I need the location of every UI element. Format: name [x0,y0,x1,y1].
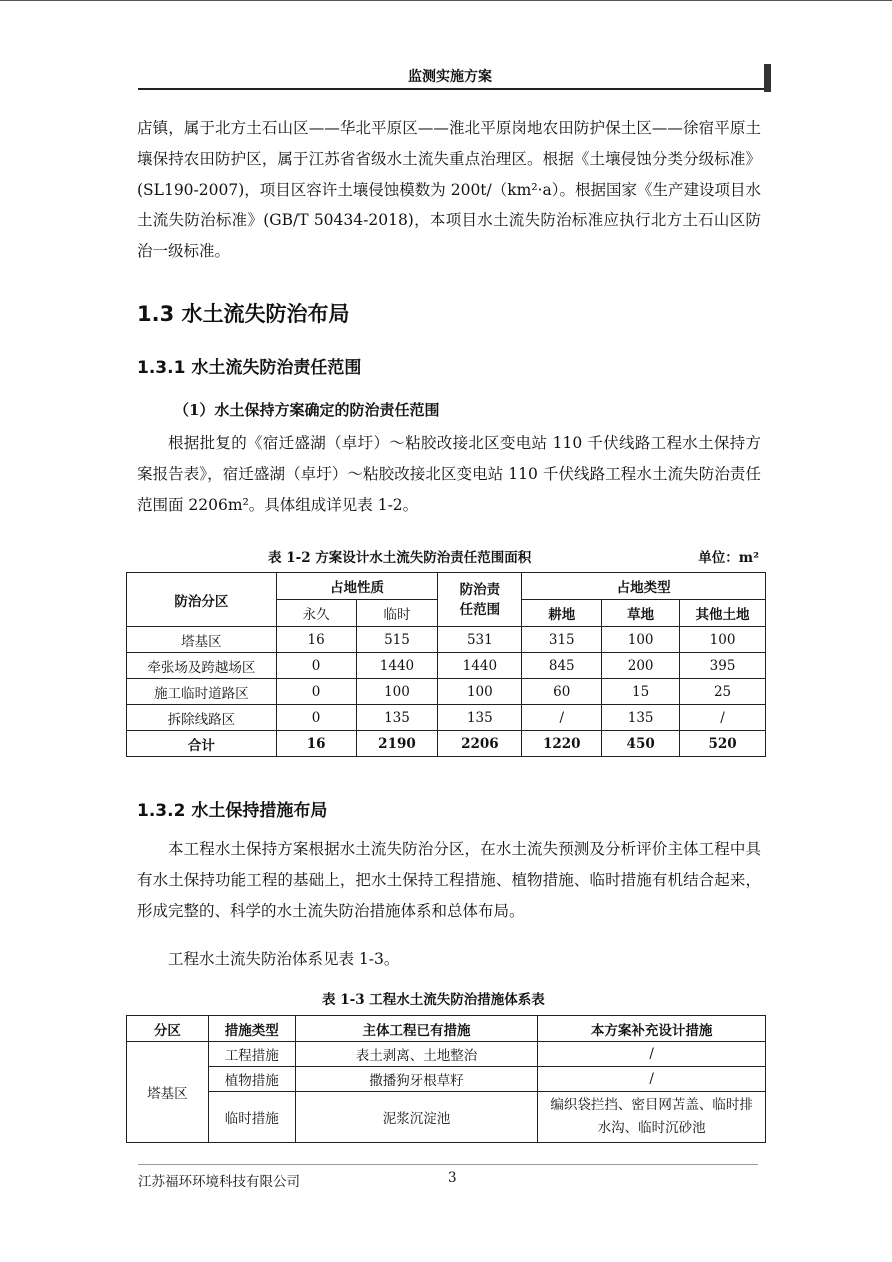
table-row [127,653,766,679]
footer-company: 江苏福环环境科技有限公司 [138,1174,300,1190]
cell: 1440 [356,653,438,679]
cell: 0 [276,653,356,679]
cell: 845 [522,653,602,679]
th-type: 占地类型 [522,573,766,600]
cell: 25 [680,679,766,705]
cell: 520 [680,731,766,757]
table-1-2 [126,572,766,757]
cell: 1440 [438,653,522,679]
cell: 2206 [438,731,522,757]
cell: 施工临时道路区 [127,679,277,705]
cell: 135 [356,705,438,731]
cell: 2190 [356,731,438,757]
paragraph-intro: 店镇，属于北方土石山区——华北平原区——淮北平原岗地农田防护保土区——徐宿平原土壤保持农田防护区，属于江苏省省级水土流失重点治理区。根据《土壤侵蚀分类分级标准》(SL190-2007)，项目区容许土壤侵蚀模数为 200t/（km²·a）。根据国家《生产建设项目水土流失防治标准》(GB/T 50434-2018)，本项目水土流失防治标准应执行北方土石山区防治一级标准。 [137,119,761,261]
cell: 100 [356,679,438,705]
cell: 牵张场及跨越场区 [127,653,277,679]
table-1-2-caption: 表 1-2 方案设计水土流失防治责任范围面积 [268,550,532,566]
table-row [127,1092,766,1143]
th-temporary: 临时 [356,600,438,627]
cell: / [680,705,766,731]
table-1-2-unit: 单位：m² [698,550,759,566]
th-occupy: 占地性质 [276,573,438,600]
cell: 合计 [127,731,277,757]
cell: / [538,1042,766,1067]
header-rule [138,88,766,90]
cell: 16 [276,627,356,653]
th-zone: 分区 [127,1016,209,1042]
th-scope: 防治责任范围 [438,573,522,627]
cell: / [522,705,602,731]
th-permanent: 永久 [276,600,356,627]
th-main-measures: 主体工程已有措施 [295,1016,538,1042]
table-total-row [127,731,766,757]
th-other-land: 其他土地 [680,600,766,627]
cell: 531 [438,627,522,653]
cell: 拆除线路区 [127,705,277,731]
section-heading-1-3: 1.3 水土流失防治布局 [137,302,350,326]
cell: 135 [438,705,522,731]
cell: 100 [438,679,522,705]
paragraph-ref-table: 工程水土流失防治体系见表 1-3。 [168,950,400,968]
th-farmland: 耕地 [522,600,602,627]
cell: 450 [602,731,680,757]
paragraph-measures: 本工程水土保持方案根据水土流失防治分区，在水土流失预测及分析评价主体工程中具有水土保持功能工程的基础上，把水土保持工程措施、植物措施、临时措施有机结合起来，形成完整的、科学的水土流失防治措施体系和总体布局。 [137,840,761,920]
cell: 16 [276,731,356,757]
table-row [127,1067,766,1092]
cell: 60 [522,679,602,705]
cell: 15 [602,679,680,705]
table-row [127,705,766,731]
header-bar [764,64,771,92]
table-row [127,679,766,705]
th-grassland: 草地 [602,600,680,627]
cell: 100 [680,627,766,653]
cell: 315 [522,627,602,653]
section-heading-1-3-1: 1.3.1 水土流失防治责任范围 [137,358,362,378]
cell: 植物措施 [208,1067,295,1092]
table-1-3-caption: 表 1-3 工程水土流失防治措施体系表 [322,992,545,1008]
cell: 撒播狗牙根草籽 [295,1067,538,1092]
th-zone: 防治分区 [127,573,277,627]
cell: 515 [356,627,438,653]
cell: 100 [602,627,680,653]
cell: / [538,1067,766,1092]
table-row [127,627,766,653]
page-number: 3 [448,1170,457,1186]
cell: 泥浆沉淀池 [295,1092,538,1143]
cell: 200 [602,653,680,679]
paragraph-scope: 根据批复的《宿迁盛湖（卓圩）～粘胶改接北区变电站 110 千伏线路工程水土保持方案报告表》，宿迁盛湖（卓圩）～粘胶改接北区变电站 110 千伏线路工程水土流失防治责任范围面 2206m²。具体组成详见表 1-2。 [137,434,761,514]
cell: 0 [276,679,356,705]
cell: 135 [602,705,680,731]
th-supplement-measures: 本方案补充设计措施 [538,1016,766,1042]
subsection-heading-1: （1）水土保持方案确定的防治责任范围 [174,401,440,419]
cell: 塔基区 [127,627,277,653]
cell: 表土剥离、土地整治 [295,1042,538,1067]
cell: 工程措施 [208,1042,295,1067]
cell: 编织袋拦挡、密目网苫盖、临时排水沟、临时沉砂池 [538,1092,766,1143]
cell: 1220 [522,731,602,757]
page-header-title: 监测实施方案 [408,69,492,85]
table-1-3 [126,1015,766,1143]
cell: 临时措施 [208,1092,295,1143]
table-row [127,1042,766,1067]
cell-zone: 塔基区 [127,1042,209,1143]
footer-rule [138,1164,758,1165]
cell: 0 [276,705,356,731]
top-border [0,0,892,1]
th-measure-type: 措施类型 [208,1016,295,1042]
cell: 395 [680,653,766,679]
section-heading-1-3-2: 1.3.2 水土保持措施布局 [137,801,328,821]
